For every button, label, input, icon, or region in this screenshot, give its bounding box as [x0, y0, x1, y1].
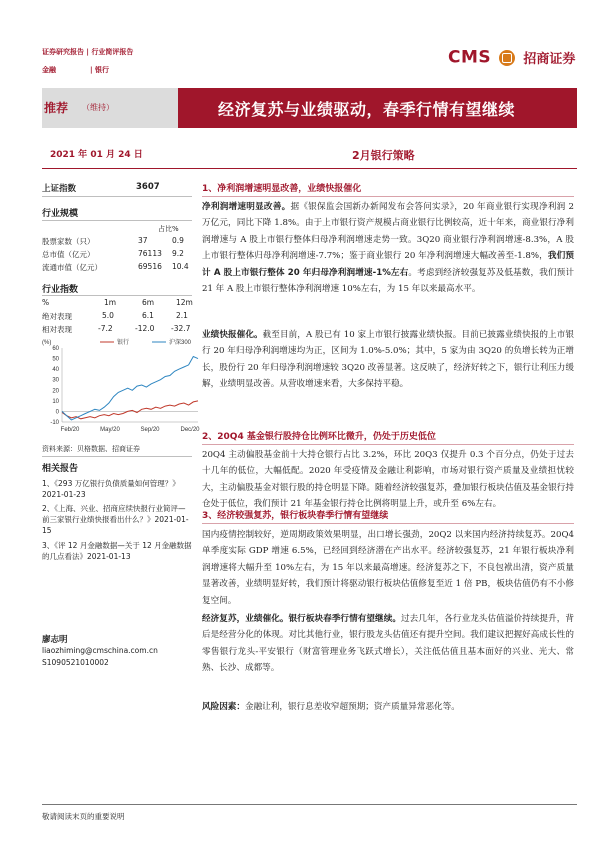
section-divider: [202, 444, 574, 445]
paragraph: 20Q4 主动偏股基金前十大持仓银行占比 3.2%，环比 20Q3 仅提升 0.3 个百分点，仍处于过去十几年的低位，大幅低配。2020 年受疫情及金融让利影响，市场对银行资产质量及业绩担忧较大，主动偏股基金对银行股的持仓明显下降。随着经济较强复苏，叠加银行板块估值及基金银行持仓处于低位，我们预计 21 年基金银行持仓比例将明显上升，或升至 6%左右。: [202, 450, 574, 510]
perf-title: 行业指数: [42, 285, 79, 295]
section-divider: [202, 523, 574, 524]
scale-title: 行业规模: [42, 209, 79, 219]
report-type: 证券研究报告 | 行业简评报告: [42, 48, 134, 56]
y-tick-label: 30: [52, 377, 59, 384]
legend-label: 银行: [117, 340, 130, 346]
title-banner: [178, 88, 577, 128]
scale-row: 流通市值（亿元） 69516 10.4: [42, 262, 189, 272]
report-date: 2021 年 01 月 24 日: [50, 150, 143, 160]
risk-paragraph: 风险因素：金融让利，银行息差收窄超预期；资产质量异常恶化等。: [202, 702, 460, 712]
paragraph: 国内疫情控制较好，逆周期政策效果明显，出口增长强劲，20Q2 以来国内经济持续复苏。20Q4 单季度实际 GDP 增速 6.5%，已经回到经济潜在产出水平。经济较强复苏，21 年银行板块净利润增速将大幅升至 10%左右，为 15 年以来最高增速。经济复苏之下，不良包袱出清，资产质量显著改善，业绩明显好转，我们预计将驱动银行板块估值修复至近 1 倍 PB，板块估值仍有不小修复空间。: [202, 530, 574, 606]
index-value: 3607: [136, 182, 160, 192]
footer-divider: [42, 804, 577, 805]
y-tick-label: 10: [52, 398, 59, 405]
y-tick-label: 0: [55, 409, 59, 416]
paragraph: 业绩快报催化。截至目前，A 股已有 10 家上市银行披露业绩快报。目前已披露业绩快报的上市银行 20 年归母净利润增速均为正，区间为 1.0%-5.0%；其中，5 家为由 3Q20 的负增长转为正增长，股份行 20 年归母净利润增速较 3Q20 改善显著。这反映了，经济好转之下，银行让利压力缓解，业绩明显改善。从营收增速来看，大多保持平稳。: [202, 330, 574, 390]
page-title: 经济复苏与业绩驱动，春季行情有望继续: [218, 100, 516, 119]
footer-disclaimer: 敬请阅读末页的重要说明: [42, 812, 125, 821]
header-divider: [42, 168, 577, 169]
analyst-email[interactable]: liaozhiming@cmschina.com.cn: [42, 646, 158, 655]
y-tick-label: 60: [52, 346, 59, 352]
related-report[interactable]: 3、《评 12 月金融数据—关于 12 月金融数据的几点看法》2021-01-13: [42, 541, 192, 561]
scale-unit: 占比%: [158, 225, 179, 233]
divider: [42, 295, 192, 296]
rating-label: 推荐: [44, 101, 69, 115]
divider: [42, 456, 192, 457]
legend-label: 沪深300: [169, 340, 192, 346]
y-tick-label: 40: [52, 367, 59, 374]
x-tick-label: May/20: [100, 427, 120, 433]
sector-line: 金融 | 银行: [42, 66, 109, 74]
company-logo: CMS 招商证券: [448, 47, 576, 68]
performance-chart: [40, 336, 202, 436]
analyst-id: S1090521010002: [42, 658, 109, 667]
scale-row: 总市值（亿元） 76113 9.2: [42, 249, 184, 259]
perf-header-row: % 1m 6m 12m: [42, 298, 193, 307]
y-tick-label: -10: [50, 420, 59, 426]
paragraph: 净利润增速明显改善。据《银保监会国新办新闻发布会答问实录》，20 年商业银行实现净利润 2 万亿元，同比下降 1.8%。由于上市银行资产规模占商业银行比例较高，近十年来，商业银行净利润增速与 A 股上市银行整体归母净利润增速走势一致。3Q20 商业银行净利润增速-8.3%，A 股上市银行整体归母净利润增速-7.7%；鉴于商业银行 20 年净利润增速大幅改善至-1.8%，我们预计 A 股上市银行整体 20 年归母净利润增速-1%左右。考虑到经济较强复苏及低基数，我们预计 21 年 A 股上市银行整体净利润增速 10%左右，为 15 年以来最高水平。: [202, 202, 574, 295]
divider: [42, 196, 192, 197]
rating-block: [42, 88, 178, 128]
strategy-title: 2月银行策略: [352, 149, 415, 162]
section-title: 3、经济较强复苏，银行板块春季行情有望继续: [202, 511, 389, 521]
x-tick-label: Sep/20: [140, 427, 160, 433]
y-tick-label: 20: [52, 388, 59, 395]
divider: [42, 220, 192, 221]
paragraph: 经济复苏，业绩催化。银行板块春季行情有望继续。过去几年，各行业龙头估值溢价持续提升，背后是经营分化的体现。对比其他行业，银行股龙头估值还有提升空间。我们建议把握好高成长性的零售银行龙头-平安银行（财富管理业务飞跃式增长），关注低估值且基本面好的兴业、光大、常熟、长沙、成都等。: [202, 614, 574, 674]
section-title: 1、净利润增速明显改善，业绩快报催化: [202, 184, 362, 194]
perf-row: 相对表现 -7.2 -12.0 -32.7: [42, 324, 191, 334]
x-tick-label: Dec/20: [180, 427, 200, 433]
rating-note: （维持）: [82, 103, 114, 112]
related-report[interactable]: 2、《上海、兴业、招商应续快报行业简评—前三家银行业绩快报看出什么？》2021-01-15: [42, 504, 189, 535]
perf-row: 绝对表现 5.0 6.1 2.1: [42, 311, 188, 321]
section-title: 2、20Q4 基金银行股持仓比例环比微升，仍处于历史低位: [202, 432, 436, 442]
analyst-name: 廖志明: [42, 635, 68, 645]
related-title: 相关报告: [42, 464, 79, 474]
logo-mark-icon: [499, 50, 515, 66]
y-tick-label: 50: [52, 356, 59, 363]
y-axis-label: (%): [42, 340, 52, 346]
chart-source: 资料来源：贝格数据、招商证券: [42, 445, 140, 453]
section-divider: [202, 196, 574, 197]
related-report[interactable]: 1、《293 万亿银行负债质量如何管理？》2021-01-23: [42, 479, 180, 499]
x-tick-label: Feb/20: [60, 427, 80, 433]
series-line-1: [62, 401, 198, 419]
index-label: 上证指数: [42, 184, 77, 194]
scale-row: 股票家数（只） 37 0.9: [42, 236, 184, 246]
